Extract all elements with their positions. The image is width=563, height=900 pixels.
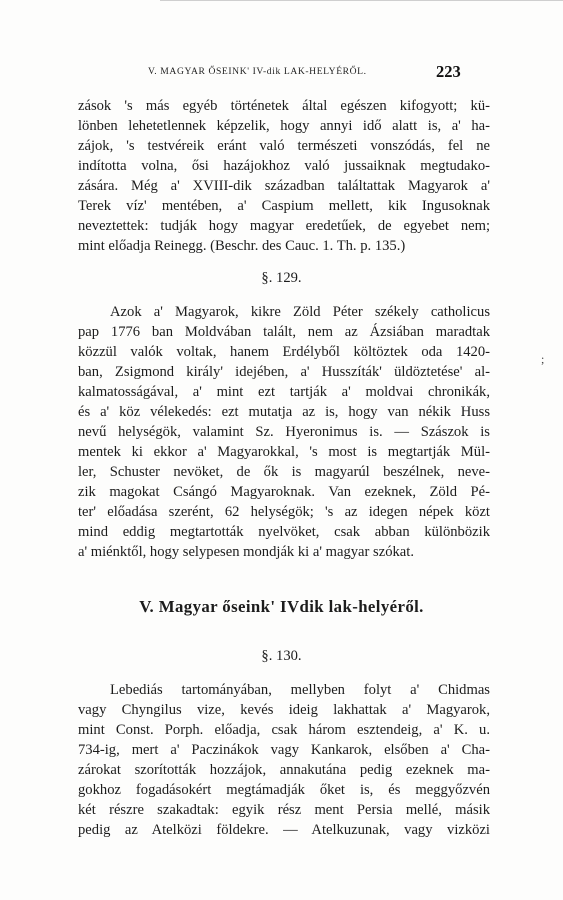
text-line: zására. Még a' XVIII-dik században találtattak Magyarok a' (78, 178, 490, 194)
text-line: zárokat szorították hozzájok, annakutána pedig ezeknek ma- (78, 762, 490, 778)
text-line: Lebediás tartományában, mellyben folyt a' Chidmas (110, 682, 490, 698)
text-line: a' miénktől, hogy selypesen mondják ki a' magyar szókat. (78, 544, 414, 560)
text-line: mint előadja Reinegg. (Beschr. des Cauc. 1. Th. p. 135.) (78, 238, 406, 254)
text-line: ban, Zsigmond király' idejében, a' Husszíták' üldöztetése' al- (78, 364, 490, 380)
text-line: mint Const. Porph. előadja, csak három esztendeig, a' K. u. (78, 722, 490, 738)
text-line: két részre szakadtak: egyik rész ment Persia mellé, másik (78, 802, 490, 818)
text-line: és a' köz vélekedés: ezt mutatja az is, hogy van nékik Huss (78, 404, 490, 420)
text-line: vagy Chyngilus vize, kevés ideig lakhattak a' Magyarok, (78, 702, 490, 718)
text-line: zik magokat Csángó Magyaroknak. Van ezeknek, Zöld Pé- (78, 484, 490, 500)
text-line: mentek ki ekkor a' Magyarokkal, 's most is megtartják Mül- (78, 444, 490, 460)
text-line: 734-ig, mert a' Paczinákok vagy Kankarok, elsőben a' Cha- (78, 742, 490, 758)
text-line: gokhoz fogadásokért megtámadják őket is, és meggyőzvén (78, 782, 490, 798)
text-line: Azok a' Magyarok, kikre Zöld Péter székely catholicus (110, 304, 490, 320)
running-head-title: V. MAGYAR ŐSEINK' IV-dik LAK-HELYÉRŐL. (148, 66, 367, 77)
text-line: pap 1776 ban Moldvában talált, nem az Ázsiában maradtak (78, 324, 490, 340)
text-line: indította volna, ősi hazájokhoz való jussaiknak megtudako- (78, 158, 490, 174)
text-line: ler, Schuster nevöket, de ők is magyarúl beszélnek, neve- (78, 464, 490, 480)
section-number: §. 129. (261, 270, 302, 286)
text-line: lönben lehetetlennek képzelik, hogy annyi idő alatt is, a' ha- (78, 118, 490, 134)
margin-mark: ; (541, 352, 545, 366)
text-line: Terek víz' mentében, a' Caspium mellett, kik Ingusoknak (78, 198, 490, 214)
text-line: nevű helységök, valamint Sz. Hyeronimus is. — Szászok is (78, 424, 490, 440)
text-line: közzül valók voltak, hanem Erdélyből költöztek oda 1420- (78, 344, 490, 360)
text-line: kalmatosságával, a' mint ezt tartják a' moldvai chronikák, (78, 384, 490, 400)
chapter-title: V. Magyar őseink' IVdik lak-helyéről. (139, 597, 424, 616)
page-edge-rule (160, 0, 563, 1)
running-head (0, 62, 563, 82)
text-line: zájok, 's testvéreik eránt való természeti vonszódás, fel ne (78, 138, 490, 154)
text-line: zások 's más egyéb történetek által egészen kifogyott; kü- (78, 98, 490, 114)
text-line: neveztettek: tudják hogy magyar eredetűek, de egyebet nem; (78, 218, 490, 234)
text-line: pedig az Atelközi földekre. — Atelkuzunak, vagy vizközi (78, 822, 490, 838)
page-number: 223 (436, 62, 461, 81)
section-number: §. 130. (261, 648, 302, 664)
text-line: mind eddig megtartották nyelvöket, csak abban különbözik (78, 524, 490, 540)
text-line: ter' előadása szerént, 62 helységök; 's az idegen népek közt (78, 504, 490, 520)
